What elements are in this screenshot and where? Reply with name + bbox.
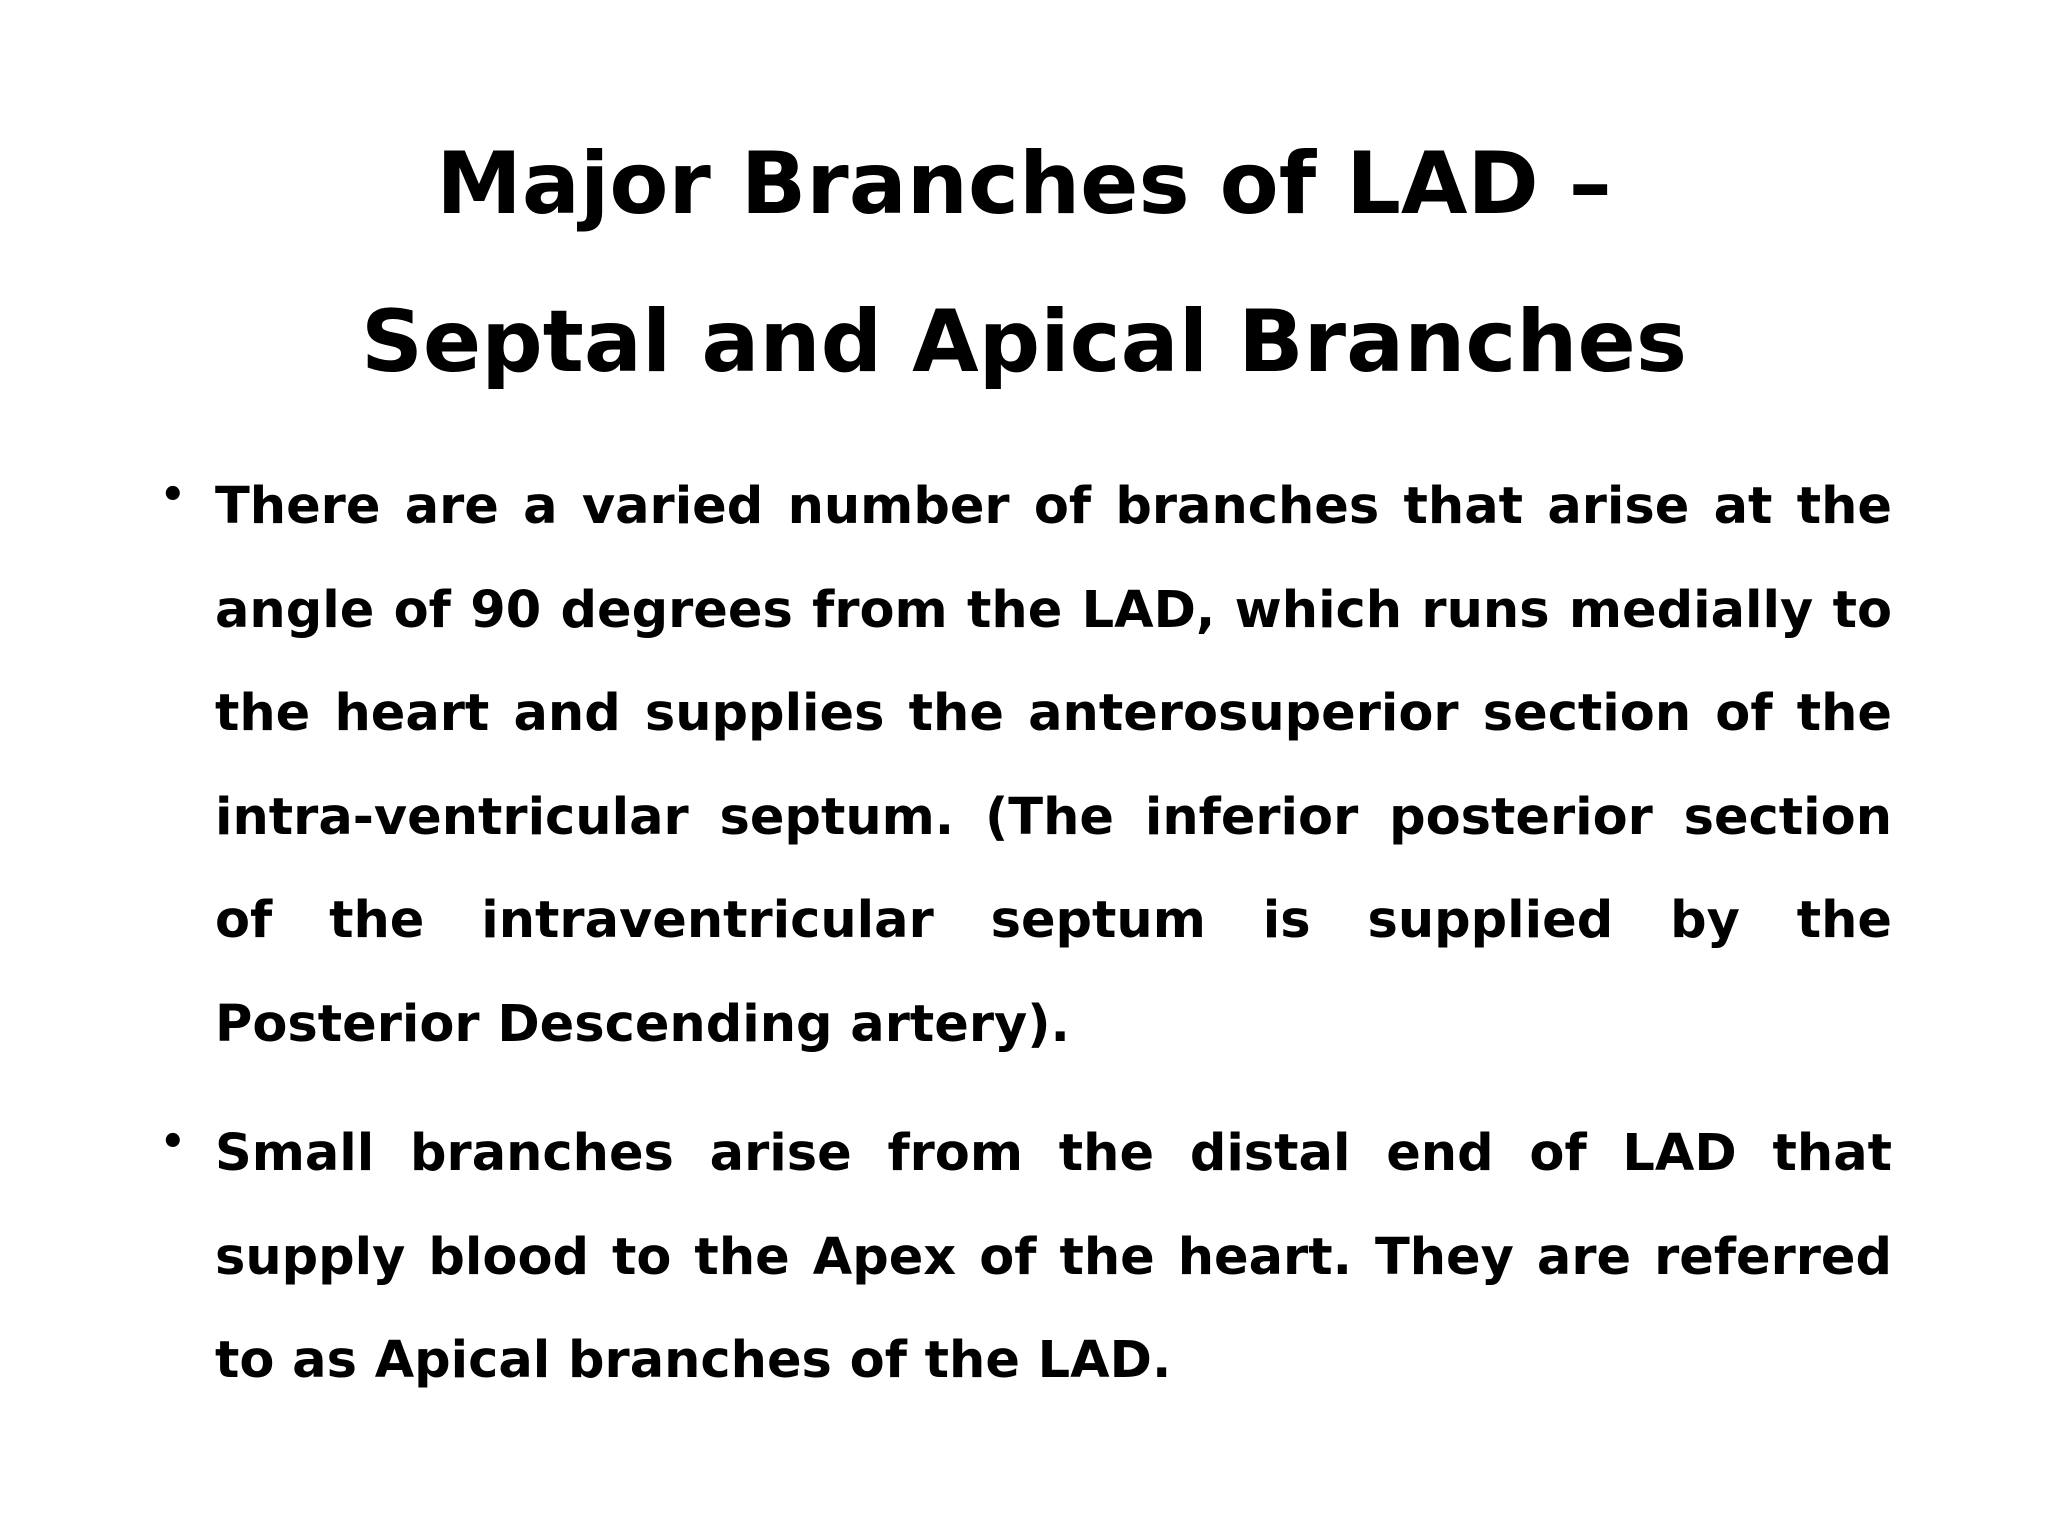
- bullet-item-apical: [160, 1102, 1892, 1413]
- slide-title: [0, 105, 2048, 421]
- bullet-list: [160, 455, 1892, 1439]
- bullet-text-septal: There are a varied number of branches that arise at the angle of 90 degrees from the LAD, which runs medially to the heart and supplies the anterosuperior section of the intra-ventricular septum. (The inferior posterior section of the intraventricular septum is supplied by the Posterior Descending artery).: [215, 477, 1892, 1054]
- title-line-2: Septal and Apical Branches: [360, 292, 1688, 392]
- bullet-item-septal: [160, 455, 1892, 1076]
- title-line-1: Major Branches of LAD –: [436, 134, 1612, 234]
- bullet-marker: •: [160, 472, 186, 518]
- bullet-text-apical: Small branches arise from the distal end of LAD that supply blood to the Apex of the heart. They are referred to as Apical branches of the LAD.: [215, 1124, 1892, 1390]
- bullet-marker: •: [160, 1119, 186, 1165]
